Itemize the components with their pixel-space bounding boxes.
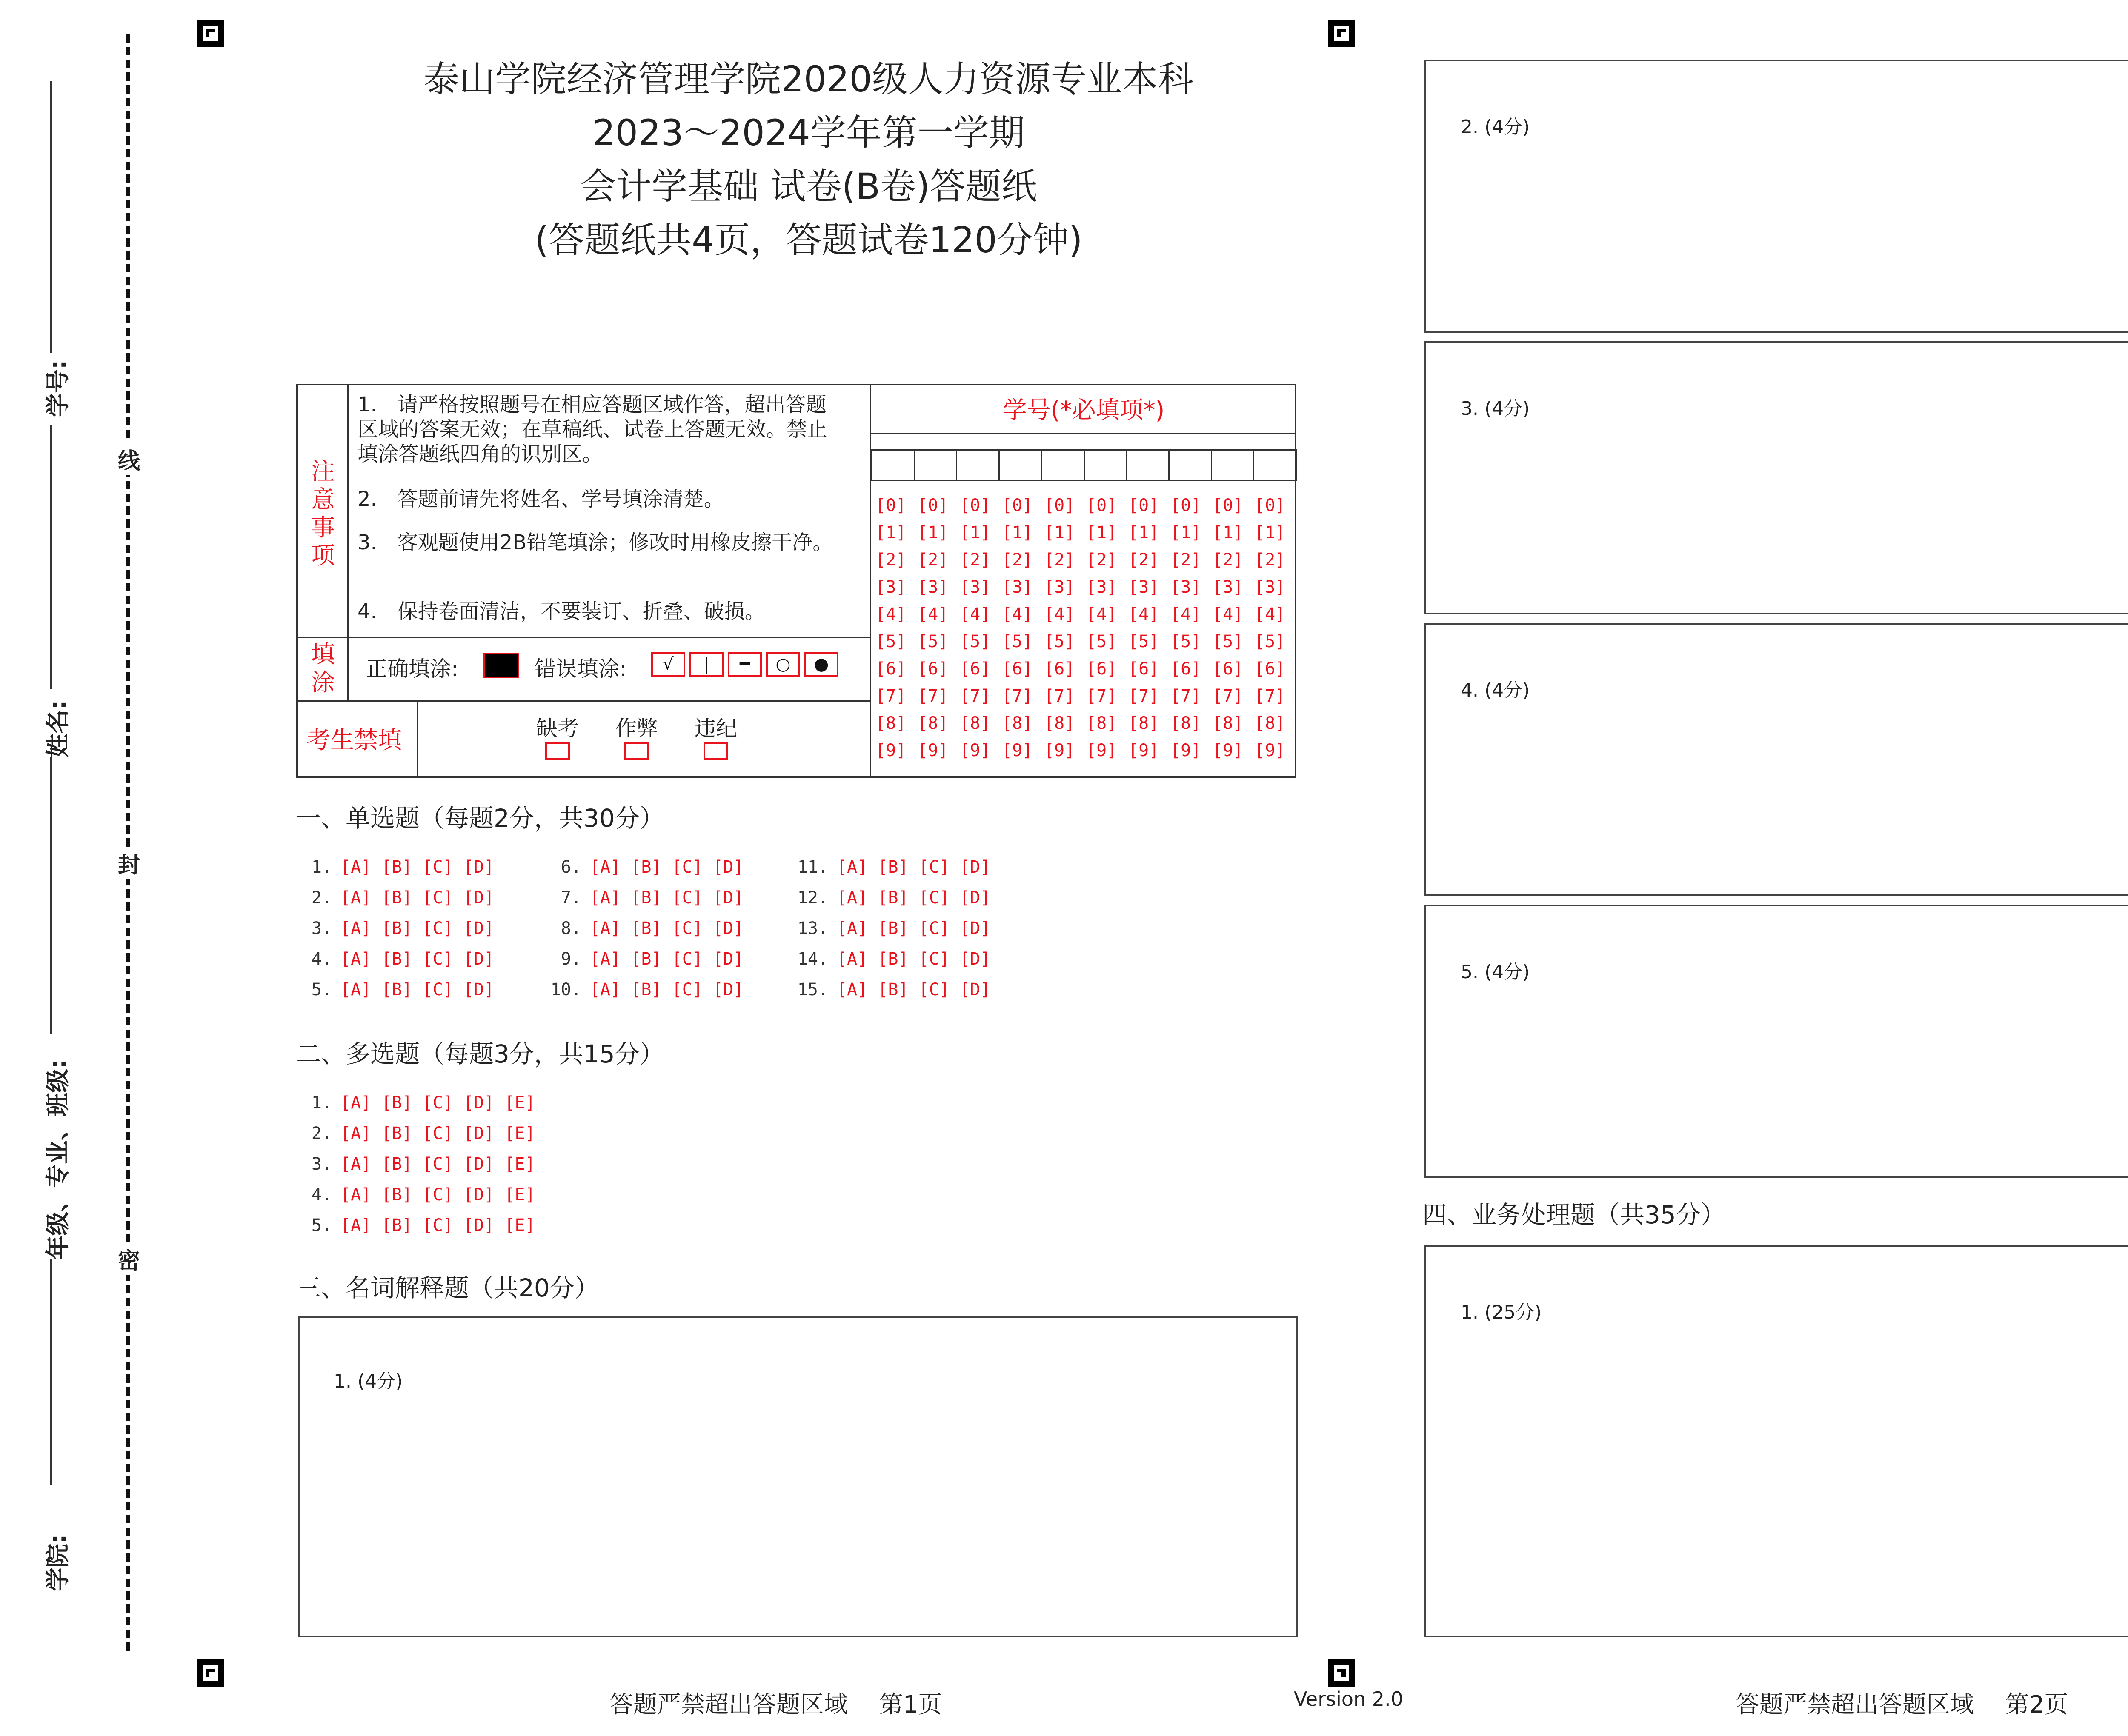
- single-choice-question: [794, 974, 990, 1005]
- single-choice-number: 15.: [797, 980, 828, 999]
- digit-bubble[interactable]: [0]: [1170, 496, 1201, 515]
- single-choice-question: [298, 944, 494, 974]
- section3-heading: 三、名词解释题（共20分）: [296, 1273, 599, 1302]
- digit-bubble[interactable]: [2]: [875, 550, 907, 570]
- notice-label: 注意事项: [311, 458, 335, 570]
- single-choice-option-bubbles[interactable]: [A] [B] [C] [D]: [340, 949, 495, 969]
- digit-bubble[interactable]: [9]: [1086, 741, 1117, 760]
- digit-bubble[interactable]: [5]: [960, 632, 991, 651]
- single-choice-option-bubbles[interactable]: [A] [B] [C] [D]: [837, 888, 991, 908]
- nianji-write-line: [50, 757, 52, 1034]
- single-choice-option-bubbles[interactable]: [A] [B] [C] [D]: [340, 857, 495, 877]
- digit-bubble[interactable]: [8]: [918, 714, 949, 733]
- digit-bubble[interactable]: [1]: [1255, 523, 1286, 542]
- digit-bubble[interactable]: [3]: [875, 577, 907, 597]
- question-label-s3-q1: 1. (4分): [334, 1371, 403, 1392]
- digit-bubble[interactable]: [2]: [1086, 550, 1117, 570]
- digit-bubble[interactable]: [1]: [960, 523, 991, 542]
- notice-item-3: 3. 客观题使用2B铅笔填涂；修改时用橡皮擦干净。: [358, 531, 833, 554]
- xuehao-write-line: [50, 81, 52, 353]
- multi-choice-question: [298, 1088, 535, 1118]
- notice-item-4: 4. 保持卷面清洁，不要装订、折叠、破损。: [358, 600, 765, 623]
- student-id-panel: [871, 385, 1296, 778]
- single-choice-number: 2.: [311, 888, 332, 908]
- single-choice-number: 11.: [797, 857, 828, 877]
- digit-bubble[interactable]: [8]: [1170, 714, 1201, 733]
- digit-bubble[interactable]: [1]: [875, 523, 907, 542]
- single-choice-number: 6.: [561, 857, 581, 877]
- single-choice-option-bubbles[interactable]: [A] [B] [C] [D]: [340, 888, 495, 908]
- single-choice-number: 4.: [311, 949, 332, 969]
- answer-area-s3-q4[interactable]: [1424, 623, 2128, 896]
- registration-mark-top-center: [1328, 20, 1355, 47]
- wrong-mark-bar: |: [689, 652, 724, 677]
- digit-bubble[interactable]: [6]: [875, 659, 907, 679]
- seal-char-feng: 封: [114, 847, 144, 879]
- multi-choice-question: [298, 1179, 535, 1210]
- single-choice-question: [547, 974, 744, 1005]
- multi-choice-number: 3.: [311, 1154, 332, 1174]
- digit-bubble[interactable]: [3]: [1128, 577, 1159, 597]
- wrong-mark-dash: ━: [728, 652, 762, 677]
- digit-bubble[interactable]: [0]: [1086, 496, 1117, 515]
- digit-bubble[interactable]: [9]: [1002, 741, 1033, 760]
- digit-bubble[interactable]: [9]: [875, 741, 907, 760]
- single-choice-question: [298, 882, 494, 913]
- notice-item-2: 2. 答题前请先将姓名、学号填涂清楚。: [358, 487, 724, 511]
- digit-bubble[interactable]: [8]: [1086, 714, 1117, 733]
- digit-bubble[interactable]: [9]: [1170, 741, 1201, 760]
- single-choice-question: [794, 944, 990, 974]
- single-choice-option-bubbles[interactable]: [A] [B] [C] [D]: [340, 980, 495, 999]
- digit-bubble[interactable]: [5]: [1086, 632, 1117, 651]
- digit-bubble[interactable]: [7]: [1002, 686, 1033, 706]
- multi-choice-question: [298, 1118, 535, 1149]
- digit-bubble[interactable]: [5]: [1128, 632, 1159, 651]
- single-choice-number: 1.: [311, 857, 332, 877]
- single-choice-number: 12.: [797, 888, 828, 908]
- digit-bubble[interactable]: [0]: [1128, 496, 1159, 515]
- single-choice-question: [298, 913, 494, 944]
- single-choice-number: 14.: [797, 949, 828, 969]
- digit-row: [875, 574, 1297, 601]
- single-choice-option-bubbles[interactable]: [A] [B] [C] [D]: [340, 919, 495, 938]
- digit-bubble[interactable]: [9]: [1255, 741, 1286, 760]
- multi-choice-option-bubbles[interactable]: [A] [B] [C] [D] [E]: [340, 1154, 535, 1174]
- digit-bubble[interactable]: [6]: [1002, 659, 1033, 679]
- single-choice-question: [794, 852, 990, 882]
- digit-bubble[interactable]: [1]: [1086, 523, 1117, 542]
- xueyuan-write-line: [50, 1259, 52, 1485]
- single-choice-question: [547, 882, 744, 913]
- single-choice-option-bubbles[interactable]: [A] [B] [C] [D]: [837, 919, 991, 938]
- cheat-label: 作弊: [615, 716, 658, 741]
- violation-option[interactable]: [686, 711, 746, 762]
- digit-bubble[interactable]: [3]: [918, 577, 949, 597]
- digit-bubble[interactable]: [5]: [918, 632, 949, 651]
- digit-bubble[interactable]: [7]: [875, 686, 907, 706]
- digit-bubble[interactable]: [5]: [1044, 632, 1075, 651]
- digit-bubble[interactable]: [8]: [1002, 714, 1033, 733]
- single-choice-option-bubbles[interactable]: [A] [B] [C] [D]: [590, 857, 744, 877]
- answer-area-s4-q1[interactable]: [1424, 1245, 2128, 1637]
- digit-bubble[interactable]: [4]: [1086, 605, 1117, 624]
- digit-row: [875, 682, 1297, 710]
- digit-bubble[interactable]: [7]: [918, 686, 949, 706]
- digit-bubble[interactable]: [7]: [1213, 686, 1244, 706]
- multi-choice-option-bubbles[interactable]: [A] [B] [C] [D] [E]: [340, 1124, 535, 1143]
- digit-bubble[interactable]: [0]: [875, 496, 907, 515]
- multi-choice-option-bubbles[interactable]: [A] [B] [C] [D] [E]: [340, 1216, 535, 1235]
- digit-row: [875, 737, 1297, 764]
- digit-bubble[interactable]: [3]: [960, 577, 991, 597]
- digit-bubble[interactable]: [3]: [1213, 577, 1244, 597]
- question-label-s3-q4: 4. (4分): [1461, 680, 1530, 701]
- footer-page2: 答题严禁超出答题区域 第2页: [1736, 1691, 2068, 1719]
- digit-bubble[interactable]: [2]: [1213, 550, 1244, 570]
- absent-label: 缺考: [536, 716, 579, 741]
- multi-choice-question: [298, 1210, 535, 1241]
- digit-bubble[interactable]: [2]: [960, 550, 991, 570]
- wrong-mark-circle: ○: [766, 652, 800, 677]
- single-choice-question: [547, 944, 744, 974]
- answer-area-s3-q3[interactable]: [1424, 341, 2128, 614]
- single-choice-option-bubbles[interactable]: [A] [B] [C] [D]: [837, 857, 991, 877]
- digit-bubble[interactable]: [9]: [1044, 741, 1075, 760]
- exam-title-line1: 泰山学院经济管理学院2020级人力资源专业本科: [423, 58, 1194, 100]
- wrong-mark-dot: ●: [804, 652, 838, 677]
- xuehao-label: 学号:: [44, 360, 72, 417]
- notice-item-1: 1. 请严格按照题号在相应答题区域作答，超出答题区域的答案无效；在草稿纸、试卷上答题无效。禁止填涂答题纸四角的识别区。: [358, 393, 828, 466]
- digit-bubble[interactable]: [1]: [1213, 523, 1244, 542]
- digit-bubble[interactable]: [5]: [1255, 632, 1286, 651]
- digit-bubble[interactable]: [6]: [960, 659, 991, 679]
- correct-fill-sample: [483, 653, 519, 678]
- wrong-mark-check: √: [651, 652, 685, 677]
- multi-choice-number: 4.: [311, 1185, 332, 1205]
- digit-row: [875, 710, 1297, 737]
- digit-bubble[interactable]: [0]: [1213, 496, 1244, 515]
- digit-bubble[interactable]: [4]: [960, 605, 991, 624]
- digit-bubble[interactable]: [5]: [1170, 632, 1201, 651]
- seal-char-mi: 密: [114, 1242, 144, 1275]
- wrong-fill-samples: [651, 652, 843, 677]
- digit-bubble[interactable]: [0]: [1002, 496, 1033, 515]
- single-choice-option-bubbles[interactable]: [A] [B] [C] [D]: [837, 949, 991, 969]
- absent-option[interactable]: [528, 711, 587, 762]
- digit-bubble[interactable]: [8]: [875, 714, 907, 733]
- digit-bubble[interactable]: [9]: [918, 741, 949, 760]
- answer-area-s3-q2[interactable]: [1424, 60, 2128, 333]
- digit-bubble[interactable]: [0]: [960, 496, 991, 515]
- digit-bubble[interactable]: [4]: [1044, 605, 1075, 624]
- single-choice-number: 10.: [550, 980, 581, 999]
- digit-bubble[interactable]: [5]: [1213, 632, 1244, 651]
- digit-bubble[interactable]: [8]: [960, 714, 991, 733]
- digit-bubble[interactable]: [2]: [1128, 550, 1159, 570]
- student-id-label: 学号(*必填项*): [1003, 397, 1165, 424]
- digit-bubble[interactable]: [4]: [1002, 605, 1033, 624]
- single-choice-question: [298, 974, 494, 1005]
- digit-bubble[interactable]: [6]: [1086, 659, 1117, 679]
- registration-mark-top-left: [197, 20, 224, 47]
- multi-choice-option-bubbles[interactable]: [A] [B] [C] [D] [E]: [340, 1185, 535, 1205]
- single-choice-question: [298, 852, 494, 882]
- section2-heading: 二、多选题（每题3分，共15分）: [296, 1039, 664, 1068]
- digit-bubble[interactable]: [7]: [1255, 686, 1286, 706]
- digit-bubble[interactable]: [3]: [1170, 577, 1201, 597]
- binding-dashed-line: [126, 34, 130, 1651]
- xingming-write-line: [50, 425, 52, 689]
- digit-row: [875, 546, 1297, 574]
- digit-bubble[interactable]: [2]: [1044, 550, 1075, 570]
- single-choice-option-bubbles[interactable]: [A] [B] [C] [D]: [590, 949, 744, 969]
- correct-fill-label: 正确填涂:: [366, 657, 458, 681]
- version-label: Version 2.0: [1294, 1687, 1403, 1710]
- digit-bubble[interactable]: [3]: [1044, 577, 1075, 597]
- absent-checkbox[interactable]: [545, 742, 570, 760]
- single-choice-number: 7.: [561, 888, 581, 908]
- multi-choice-number: 2.: [311, 1124, 332, 1143]
- single-choice-number: 13.: [797, 919, 828, 938]
- student-id-digit-grid[interactable]: [875, 492, 1297, 764]
- question-label-s3-q2: 2. (4分): [1461, 116, 1530, 138]
- single-choice-question: [794, 913, 990, 944]
- digit-bubble[interactable]: [2]: [918, 550, 949, 570]
- digit-bubble[interactable]: [5]: [875, 632, 907, 651]
- single-choice-number: 9.: [561, 949, 581, 969]
- question-label-s3-q3: 3. (4分): [1461, 398, 1530, 420]
- digit-bubble[interactable]: [6]: [1044, 659, 1075, 679]
- single-choice-number: 5.: [311, 980, 332, 999]
- digit-bubble[interactable]: [5]: [1002, 632, 1033, 651]
- exam-title-line4: (答题纸共4页，答题试卷120分钟): [535, 219, 1083, 261]
- digit-bubble[interactable]: [3]: [1002, 577, 1033, 597]
- digit-bubble[interactable]: [1]: [1170, 523, 1201, 542]
- digit-bubble[interactable]: [7]: [960, 686, 991, 706]
- digit-row: [875, 601, 1297, 628]
- digit-bubble[interactable]: [1]: [918, 523, 949, 542]
- digit-bubble[interactable]: [6]: [918, 659, 949, 679]
- section1-heading: 一、单选题（每题2分，共30分）: [296, 804, 664, 833]
- single-choice-number: 8.: [561, 919, 581, 938]
- digit-row: [875, 519, 1297, 546]
- cheat-option[interactable]: [607, 711, 666, 762]
- digit-bubble[interactable]: [9]: [960, 741, 991, 760]
- multi-choice-number: 1.: [311, 1093, 332, 1113]
- digit-bubble[interactable]: [0]: [1255, 496, 1286, 515]
- single-choice-option-bubbles[interactable]: [A] [B] [C] [D]: [837, 980, 991, 999]
- digit-bubble[interactable]: [7]: [1044, 686, 1075, 706]
- digit-bubble[interactable]: [4]: [1255, 605, 1286, 624]
- digit-bubble[interactable]: [1]: [1044, 523, 1075, 542]
- xueyuan-label: 学院:: [44, 1534, 72, 1591]
- xingming-label: 姓名:: [44, 700, 72, 757]
- exam-title-line2: 2023～2024学年第一学期: [592, 112, 1025, 154]
- answer-area-s3-q1[interactable]: [298, 1316, 1298, 1637]
- multi-choice-number: 5.: [311, 1216, 332, 1235]
- digit-bubble[interactable]: [1]: [1128, 523, 1159, 542]
- answer-area-s3-q5[interactable]: [1424, 905, 2128, 1178]
- single-choice-option-bubbles[interactable]: [A] [B] [C] [D]: [590, 888, 744, 908]
- single-choice-question: [547, 852, 744, 882]
- multi-choice-question: [298, 1149, 535, 1179]
- digit-bubble[interactable]: [6]: [1213, 659, 1244, 679]
- registration-mark-bottom-center: [1328, 1659, 1355, 1687]
- digit-row: [875, 492, 1297, 519]
- violation-label: 违纪: [695, 716, 737, 741]
- single-choice-question: [547, 913, 744, 944]
- forbidden-label: 考生禁填: [306, 727, 402, 754]
- digit-bubble[interactable]: [9]: [1128, 741, 1159, 760]
- single-choice-question: [794, 882, 990, 913]
- registration-mark-bottom-left: [197, 1659, 224, 1687]
- single-choice-option-bubbles[interactable]: [A] [B] [C] [D]: [590, 919, 744, 938]
- digit-row: [875, 628, 1297, 655]
- exam-title-line3: 会计学基础 试卷(B卷)答题纸: [580, 166, 1037, 207]
- single-choice-number: 3.: [311, 919, 332, 938]
- digit-bubble[interactable]: [8]: [1044, 714, 1075, 733]
- digit-bubble[interactable]: [3]: [1086, 577, 1117, 597]
- multi-choice-option-bubbles[interactable]: [A] [B] [C] [D] [E]: [340, 1093, 535, 1113]
- digit-bubble[interactable]: [1]: [1002, 523, 1033, 542]
- digit-bubble[interactable]: [7]: [1128, 686, 1159, 706]
- digit-bubble[interactable]: [4]: [1213, 605, 1244, 624]
- fill-label: 填涂: [311, 641, 335, 697]
- digit-bubble[interactable]: [2]: [1255, 550, 1286, 570]
- digit-bubble[interactable]: [2]: [1170, 550, 1201, 570]
- digit-bubble[interactable]: [0]: [1044, 496, 1075, 515]
- digit-bubble[interactable]: [3]: [1255, 577, 1286, 597]
- wrong-fill-label: 错误填涂:: [535, 657, 627, 681]
- digit-bubble[interactable]: [6]: [1255, 659, 1286, 679]
- instruction-block: [296, 384, 1296, 778]
- digit-bubble[interactable]: [7]: [1170, 686, 1201, 706]
- footer-page1: 答题严禁超出答题区域 第1页: [609, 1691, 942, 1719]
- digit-bubble[interactable]: [8]: [1128, 714, 1159, 733]
- section4-heading: 四、业务处理题（共35分）: [1422, 1200, 1725, 1229]
- digit-bubble[interactable]: [9]: [1213, 741, 1244, 760]
- single-choice-option-bubbles[interactable]: [A] [B] [C] [D]: [590, 980, 744, 999]
- cheat-checkbox[interactable]: [624, 742, 649, 760]
- seal-char-xian: 线: [114, 443, 144, 475]
- question-label-s3-q5: 5. (4分): [1461, 961, 1530, 983]
- digit-bubble[interactable]: [6]: [1170, 659, 1201, 679]
- digit-bubble[interactable]: [2]: [1002, 550, 1033, 570]
- digit-bubble[interactable]: [4]: [875, 605, 907, 624]
- digit-bubble[interactable]: [7]: [1086, 686, 1117, 706]
- digit-bubble[interactable]: [8]: [1213, 714, 1244, 733]
- student-id-write-cells[interactable]: [871, 449, 1297, 481]
- digit-bubble[interactable]: [4]: [1170, 605, 1201, 624]
- digit-bubble[interactable]: [4]: [918, 605, 949, 624]
- digit-bubble[interactable]: [0]: [918, 496, 949, 515]
- digit-row: [875, 655, 1297, 682]
- digit-bubble[interactable]: [6]: [1128, 659, 1159, 679]
- class-label: 年级、专业、班级:: [44, 1059, 72, 1259]
- violation-checkbox[interactable]: [704, 742, 728, 760]
- digit-bubble[interactable]: [8]: [1255, 714, 1286, 733]
- question-label-s4-q1: 1. (25分): [1461, 1302, 1542, 1323]
- digit-bubble[interactable]: [4]: [1128, 605, 1159, 624]
